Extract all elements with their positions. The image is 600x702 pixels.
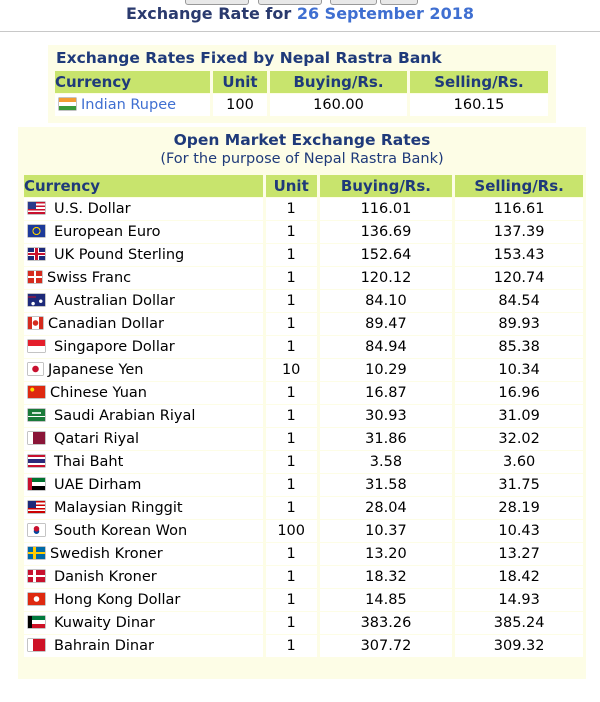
- buying-cell: 89.47: [320, 313, 453, 335]
- table-row: [24, 221, 583, 243]
- unit-cell: 1: [266, 313, 317, 335]
- usa-flag-icon: [28, 202, 45, 214]
- unit-cell: 100: [266, 520, 317, 542]
- currency-link-indian-rupee[interactable]: Indian Rupee: [81, 97, 177, 113]
- selling-cell: 137.39: [455, 221, 583, 243]
- unit-cell: 100: [213, 94, 267, 116]
- currency-name: Bahrain Dinar: [54, 638, 154, 654]
- buying-cell: 120.12: [320, 267, 453, 289]
- table-row: [24, 589, 583, 611]
- buying-cell: 30.93: [320, 405, 453, 427]
- table-row: [24, 290, 583, 312]
- selling-cell: 85.38: [455, 336, 583, 358]
- selling-cell: 32.02: [455, 428, 583, 450]
- table-row: [24, 267, 583, 289]
- table-row: [24, 359, 583, 381]
- selling-cell: 160.15: [410, 94, 548, 116]
- open-market-subcaption: (For the purpose of Nepal Rastra Bank): [160, 151, 444, 167]
- table-row: [24, 612, 583, 634]
- fixed-rates-panel: [48, 45, 556, 123]
- unit-cell: 1: [266, 428, 317, 450]
- open-market-caption: Open Market Exchange Rates: [173, 131, 431, 149]
- buying-cell: 3.58: [320, 451, 453, 473]
- currency-cell: [24, 267, 263, 289]
- currency-cell: [24, 451, 263, 473]
- unit-cell: 1: [266, 589, 317, 611]
- header-currency: Currency: [55, 71, 210, 93]
- unit-cell: 1: [266, 267, 317, 289]
- buying-cell: 136.69: [320, 221, 453, 243]
- singapore-flag-icon: [28, 340, 45, 352]
- currency-cell: [24, 290, 263, 312]
- buying-cell: 383.26: [320, 612, 453, 634]
- buying-cell: 307.72: [320, 635, 453, 657]
- currency-name: Japanese Yen: [48, 362, 144, 378]
- buying-cell: 160.00: [270, 94, 407, 116]
- currency-name: Danish Kroner: [54, 569, 157, 585]
- buying-cell: 28.04: [320, 497, 453, 519]
- selling-cell: 18.42: [455, 566, 583, 588]
- currency-cell: [24, 520, 263, 542]
- selling-cell: 28.19: [455, 497, 583, 519]
- open-header-row: [24, 175, 583, 197]
- fixed-header-row: [55, 71, 548, 93]
- currency-cell: [24, 635, 263, 657]
- buying-cell: 116.01: [320, 198, 453, 220]
- currency-name: Singapore Dollar: [54, 339, 175, 355]
- hongkong-flag-icon: [28, 593, 45, 605]
- currency-cell: [24, 359, 263, 381]
- unit-cell: 1: [266, 451, 317, 473]
- unit-cell: 1: [266, 474, 317, 496]
- thailand-flag-icon: [28, 455, 45, 467]
- currency-name: European Euro: [54, 224, 161, 240]
- fixed-rates-table: [52, 70, 551, 117]
- header-selling: Selling/Rs.: [455, 175, 583, 197]
- buying-cell: 18.32: [320, 566, 453, 588]
- selling-cell: 13.27: [455, 543, 583, 565]
- unit-cell: 1: [266, 543, 317, 565]
- header-currency: Currency: [24, 175, 263, 197]
- selling-cell: 10.34: [455, 359, 583, 381]
- selling-cell: 84.54: [455, 290, 583, 312]
- unit-cell: 1: [266, 198, 317, 220]
- page-title-prefix: Exchange Rate for: [126, 4, 292, 23]
- unit-cell: 1: [266, 405, 317, 427]
- table-row: [24, 428, 583, 450]
- buying-cell: 84.94: [320, 336, 453, 358]
- canada-flag-icon: [28, 317, 43, 329]
- header-selling: Selling/Rs.: [410, 71, 548, 93]
- open-market-table: [21, 174, 586, 658]
- table-row: [24, 497, 583, 519]
- currency-name: UAE Dirham: [54, 477, 142, 493]
- table-row: [24, 336, 583, 358]
- buying-cell: 16.87: [320, 382, 453, 404]
- buying-cell: 10.29: [320, 359, 453, 381]
- currency-cell: [24, 244, 263, 266]
- table-row: [24, 451, 583, 473]
- currency-cell: [24, 612, 263, 634]
- currency-name: South Korean Won: [54, 523, 188, 539]
- selling-cell: 14.93: [455, 589, 583, 611]
- selling-cell: 153.43: [455, 244, 583, 266]
- currency-cell: [24, 313, 263, 335]
- selling-cell: 89.93: [455, 313, 583, 335]
- header-buying: Buying/Rs.: [270, 71, 407, 93]
- page-title: [0, 4, 600, 23]
- page-title-date: 26 September 2018: [296, 4, 474, 23]
- unit-cell: 1: [266, 382, 317, 404]
- korea-flag-icon: [28, 524, 45, 536]
- currency-cell: [24, 198, 263, 220]
- currency-cell: [24, 543, 263, 565]
- table-row: [24, 313, 583, 335]
- divider: [0, 31, 600, 32]
- currency-name: Thai Baht: [54, 454, 124, 470]
- uae-flag-icon: [28, 478, 45, 490]
- unit-cell: 1: [266, 336, 317, 358]
- switzerland-flag-icon: [28, 271, 42, 283]
- currency-cell: [24, 497, 263, 519]
- fixed-row-indian-rupee: [55, 94, 548, 116]
- eu-flag-icon: [28, 225, 45, 237]
- unit-cell: 1: [266, 612, 317, 634]
- currency-cell: [24, 566, 263, 588]
- buying-cell: 10.37: [320, 520, 453, 542]
- qatar-flag-icon: [28, 432, 45, 444]
- selling-cell: 309.32: [455, 635, 583, 657]
- currency-name: Australian Dollar: [54, 293, 175, 309]
- table-row: [24, 520, 583, 542]
- sweden-flag-icon: [28, 547, 45, 559]
- india-flag-icon: [59, 98, 76, 110]
- currency-name: Canadian Dollar: [48, 316, 164, 332]
- denmark-flag-icon: [28, 570, 45, 582]
- currency-name: Swedish Kroner: [50, 546, 163, 562]
- table-row: [24, 382, 583, 404]
- selling-cell: 3.60: [455, 451, 583, 473]
- currency-name: Hong Kong Dollar: [54, 592, 181, 608]
- unit-cell: 1: [266, 221, 317, 243]
- selling-cell: 385.24: [455, 612, 583, 634]
- header-unit: Unit: [213, 71, 267, 93]
- china-flag-icon: [28, 386, 45, 398]
- currency-name: Saudi Arabian Riyal: [54, 408, 196, 424]
- buying-cell: 14.85: [320, 589, 453, 611]
- currency-name: Swiss Franc: [47, 270, 132, 286]
- currency-name: Qatari Riyal: [54, 431, 140, 447]
- selling-cell: 116.61: [455, 198, 583, 220]
- currency-name: U.S. Dollar: [54, 201, 131, 217]
- buying-cell: 84.10: [320, 290, 453, 312]
- unit-cell: 1: [266, 244, 317, 266]
- bahrain-flag-icon: [28, 639, 45, 651]
- table-row: [24, 566, 583, 588]
- currency-cell: [24, 428, 263, 450]
- currency-name: Kuwaity Dinar: [54, 615, 155, 631]
- buying-cell: 152.64: [320, 244, 453, 266]
- currency-cell: [24, 474, 263, 496]
- unit-cell: 1: [266, 290, 317, 312]
- buying-cell: 13.20: [320, 543, 453, 565]
- currency-name: Chinese Yuan: [50, 385, 147, 401]
- header-buying: Buying/Rs.: [320, 175, 453, 197]
- table-row: [24, 405, 583, 427]
- australia-flag-icon: [28, 294, 45, 306]
- table-row: [24, 543, 583, 565]
- currency-name: Malaysian Ringgit: [54, 500, 183, 516]
- table-row: [24, 474, 583, 496]
- selling-cell: 31.75: [455, 474, 583, 496]
- uk-flag-icon: [28, 248, 45, 260]
- open-market-panel: [18, 127, 586, 679]
- unit-cell: 10: [266, 359, 317, 381]
- fixed-rates-caption: Exchange Rates Fixed by Nepal Rastra Bank: [56, 49, 442, 67]
- saudi-flag-icon: [28, 409, 45, 421]
- malaysia-flag-icon: [28, 501, 45, 513]
- unit-cell: 1: [266, 635, 317, 657]
- buying-cell: 31.86: [320, 428, 453, 450]
- kuwait-flag-icon: [28, 616, 45, 628]
- table-row: [24, 635, 583, 657]
- selling-cell: 16.96: [455, 382, 583, 404]
- selling-cell: 10.43: [455, 520, 583, 542]
- unit-cell: 1: [266, 497, 317, 519]
- header-unit: Unit: [266, 175, 317, 197]
- table-row: [24, 198, 583, 220]
- selling-cell: 120.74: [455, 267, 583, 289]
- currency-cell: [55, 94, 210, 116]
- currency-cell: [24, 221, 263, 243]
- currency-cell: [24, 336, 263, 358]
- buying-cell: 31.58: [320, 474, 453, 496]
- japan-flag-icon: [28, 363, 43, 375]
- currency-cell: [24, 405, 263, 427]
- currency-name: UK Pound Sterling: [54, 247, 185, 263]
- currency-cell: [24, 589, 263, 611]
- unit-cell: 1: [266, 566, 317, 588]
- table-row: [24, 244, 583, 266]
- selling-cell: 31.09: [455, 405, 583, 427]
- currency-cell: [24, 382, 263, 404]
